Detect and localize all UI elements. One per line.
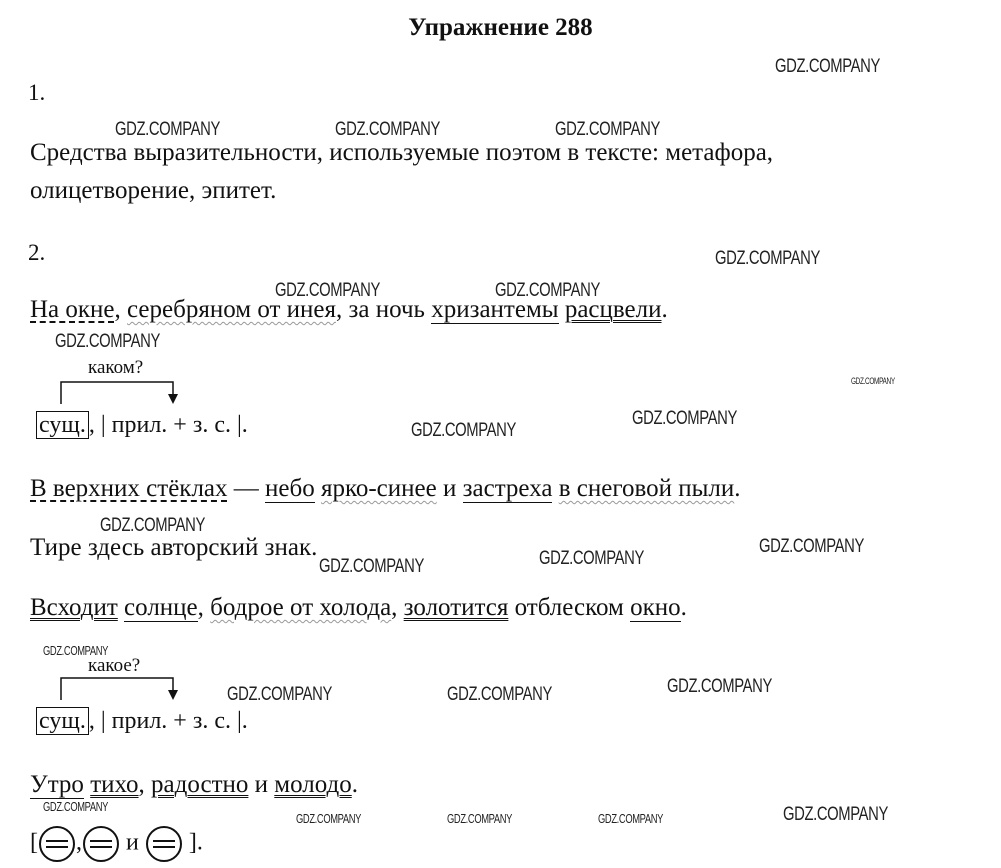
sentence-4-subject: Утро <box>30 771 84 798</box>
punct: . <box>680 594 687 621</box>
scheme-3-open-bracket: [ <box>30 829 38 856</box>
watermark: GDZ.COMPANY <box>43 799 109 814</box>
watermark: GDZ.COMPANY <box>667 676 772 697</box>
section-number-1: 1. <box>28 80 46 105</box>
watermark: GDZ.COMPANY <box>598 811 664 826</box>
scheme-1-question: каком? <box>88 357 144 378</box>
watermark: GDZ.COMPANY <box>115 119 220 140</box>
watermark: GDZ.COMPANY <box>447 684 552 705</box>
sentence-1-attribute: серебряном от инея <box>127 296 337 323</box>
predicate-circle-icon <box>83 826 119 862</box>
sentence-3 <box>30 594 687 622</box>
watermark: GDZ.COMPANY <box>227 684 332 705</box>
watermark: GDZ.COMPANY <box>775 56 880 77</box>
sentence-2 <box>30 475 741 503</box>
watermark: GDZ.COMPANY <box>335 119 440 140</box>
sentence-3-predicate-2: золотится <box>403 594 509 621</box>
sentence-2-attribute: ярко-синее <box>320 475 437 502</box>
scheme-3-comma: , <box>76 829 82 856</box>
sentence-2-subject-2: застреха <box>462 475 553 502</box>
answer-1-line-2: олицетворение, эпитет. <box>30 177 277 204</box>
watermark: GDZ.COMPANY <box>319 556 424 577</box>
scheme-2-noun: сущ. <box>36 707 89 735</box>
sentence-1-subject: хризантемы <box>431 296 559 323</box>
sentence-3-attribute: бодрое от холода <box>210 594 392 621</box>
watermark: GDZ.COMPANY <box>296 811 362 826</box>
dash: — <box>227 475 266 502</box>
watermark: GDZ.COMPANY <box>539 548 644 569</box>
watermark: GDZ.COMPANY <box>715 248 820 269</box>
scheme-1-arrow <box>55 378 185 408</box>
page-title: Упражнение 288 <box>408 14 593 41</box>
sentence-3-subject-1: солнце <box>124 594 198 621</box>
punct: , <box>391 594 404 621</box>
scheme-2-rest: , | прил. + з. с. |. <box>88 708 248 734</box>
conj: и <box>248 771 275 798</box>
watermark: GDZ.COMPANY <box>632 408 737 429</box>
scheme-1 <box>36 412 248 439</box>
watermark: GDZ.COMPANY <box>759 536 864 557</box>
dash-note: Тире здесь авторский знак. <box>30 534 318 561</box>
watermark: GDZ.COMPANY <box>275 280 380 301</box>
watermark: GDZ.COMPANY <box>100 515 205 536</box>
scheme-2-arrow <box>55 674 185 704</box>
punct: , <box>138 771 152 798</box>
punct: , <box>197 594 211 621</box>
sentence-1-text: , за ночь <box>336 296 432 323</box>
answer-1-line-1: Средства выразительности, используемые поэтом в тексте: метафора, <box>30 139 774 166</box>
section-number-2: 2. <box>28 240 46 265</box>
watermark: GDZ.COMPANY <box>783 804 888 825</box>
watermark: GDZ.COMPANY <box>555 119 660 140</box>
watermark: GDZ.COMPANY <box>43 643 109 658</box>
sentence-3-subject-2: окно <box>630 594 681 621</box>
sentence-4-predicate-2: радостно <box>151 771 249 798</box>
scheme-2-question: какое? <box>88 655 141 676</box>
scheme-3-conj: и <box>120 829 145 856</box>
conj: и <box>436 475 463 502</box>
sentence-1-circumstance: На окне <box>30 296 115 323</box>
predicate-circle-icon <box>146 826 182 862</box>
punct: , <box>114 296 128 323</box>
sentence-2-circumstance: В верхних стёклах <box>30 475 228 502</box>
watermark: GDZ.COMPANY <box>495 280 600 301</box>
scheme-3 <box>30 826 203 862</box>
watermark: GDZ.COMPANY <box>447 811 513 826</box>
sentence-4-predicate-3: молодо <box>274 771 352 798</box>
watermark: GDZ.COMPANY <box>851 376 895 386</box>
punct: . <box>351 771 358 798</box>
sentence-4-predicate-1: тихо <box>90 771 139 798</box>
scheme-1-noun: сущ. <box>36 411 89 439</box>
sentence-3-predicate-1: Всходит <box>30 594 118 621</box>
watermark: GDZ.COMPANY <box>55 331 160 352</box>
sentence-3-object: отблеском <box>514 594 624 621</box>
punct: . <box>734 475 741 502</box>
scheme-3-close: ]. <box>182 829 203 856</box>
sentence-4 <box>30 771 358 799</box>
predicate-circle-icon <box>39 826 75 862</box>
scheme-2 <box>36 708 248 735</box>
sentence-1-predicate: расцвели <box>564 296 662 323</box>
sentence-2-attribute-2: в снеговой пыли <box>558 475 735 502</box>
punct: . <box>661 296 668 323</box>
watermark: GDZ.COMPANY <box>411 420 516 441</box>
sentence-2-subject-1: небо <box>265 475 315 502</box>
scheme-1-rest: , | прил. + з. с. |. <box>88 412 248 438</box>
